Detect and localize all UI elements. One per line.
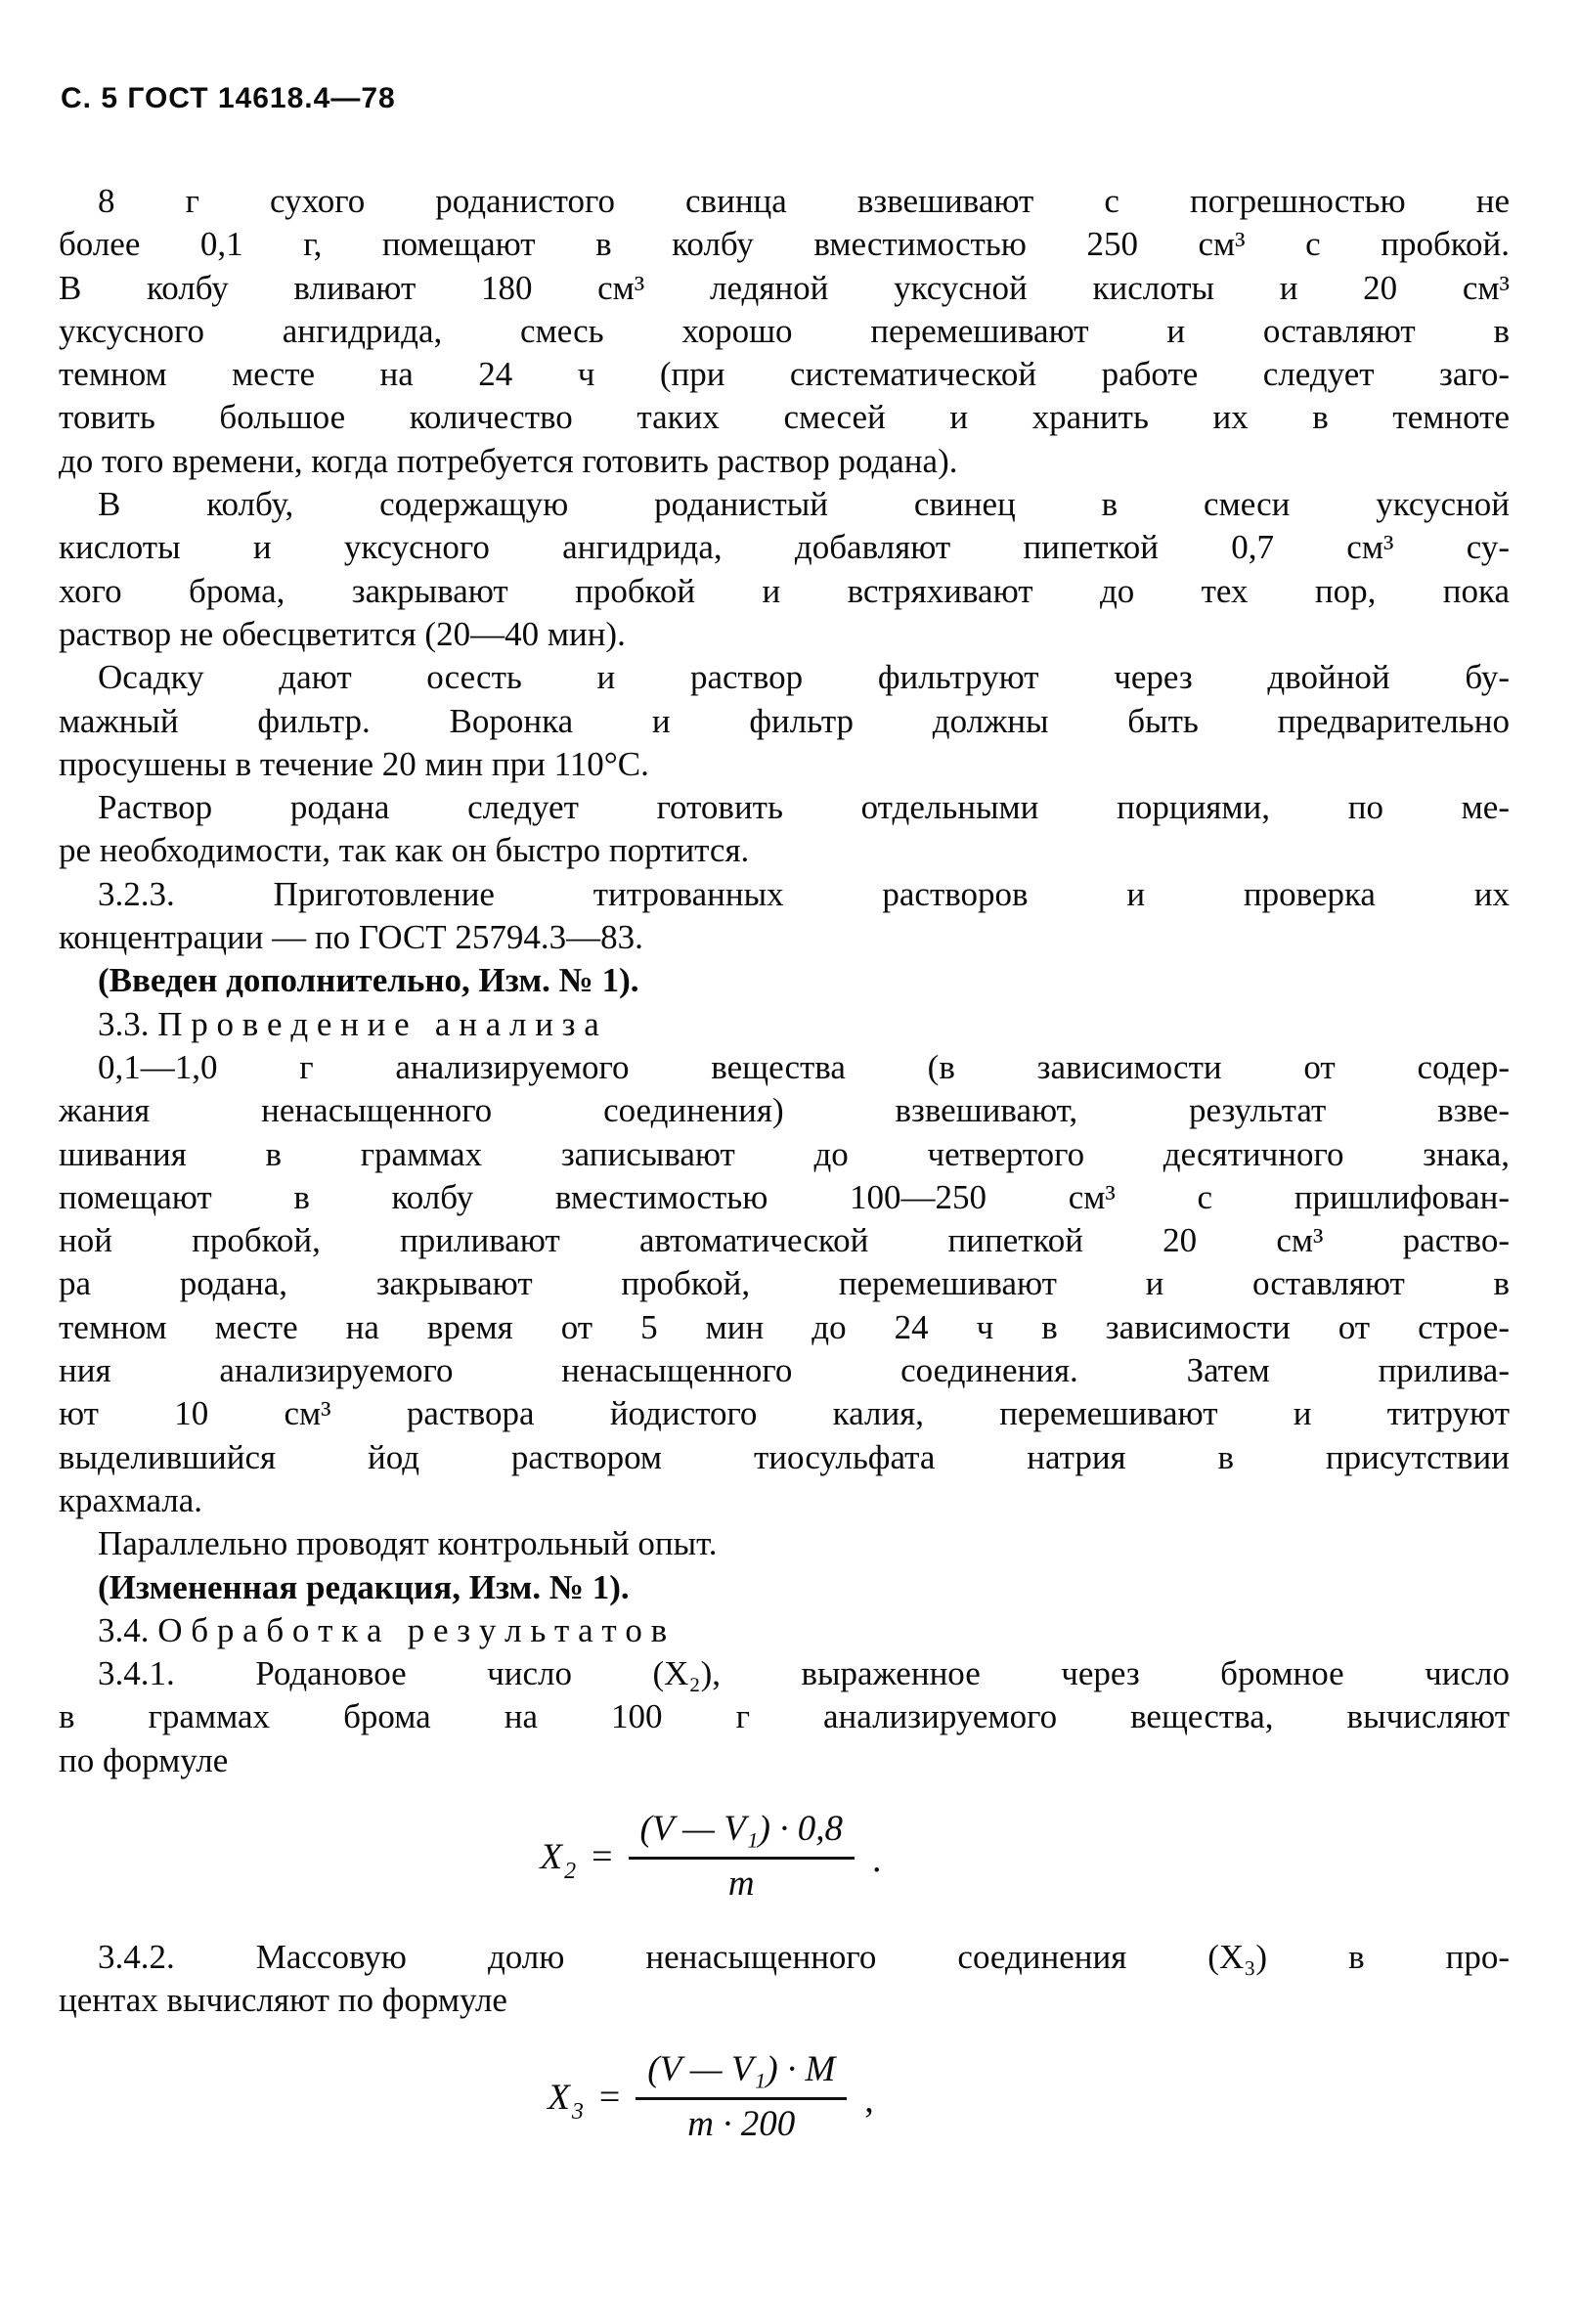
text-line: (Измененная редакция, Изм. № 1). [98, 1567, 630, 1606]
text-line: ния анализируемого ненасыщенного соединения. Затем прилива- [59, 1351, 1510, 1390]
formula-variable-subscript: 3 [571, 2098, 584, 2125]
fraction [629, 1808, 855, 1907]
fraction-numerator: (V — V₁) · 0,8 [629, 1808, 855, 1860]
text-line: Осадку дают осесть и раствор фильтруют через двойной бу- [98, 658, 1510, 697]
text-line: В колбу, содержащую роданистый свинец в смеси уксусной [98, 485, 1510, 524]
text-line: 3.4.1. Родановое число (X₂), выраженное через бромное число [98, 1654, 1510, 1693]
formula-variable-letter: X [540, 1836, 563, 1877]
text-line: темном месте на 24 ч (при систематической работе следует заго- [59, 355, 1510, 394]
text-line: 3.4.2. Массовую долю ненасыщенного соединения (X₃) в про- [98, 1937, 1510, 1976]
formula-x2 [0, 1808, 1436, 1907]
equals-sign: = [598, 2077, 621, 2119]
equals-sign: = [592, 1836, 613, 1878]
text-line: 3.2.3. Приготовление титрованных растворов и проверка их [98, 874, 1510, 913]
text-line: 8 г сухого роданистого свинца взвешивают с погрешностью не [98, 182, 1510, 220]
fraction [636, 2048, 847, 2147]
formula-punctuation: , [864, 2079, 874, 2121]
text-line: раствор не обесцветится (20—40 мин). [59, 614, 626, 653]
text-line: Раствор родана следует готовить отдельными порциями, по ме- [98, 788, 1510, 827]
formula-variable [548, 2077, 584, 2125]
text-line: товить большое количество таких смесей и хранить их в темноте [59, 398, 1510, 437]
text-line: жания ненасыщенного соединения) взвешивают, результат взве- [59, 1091, 1510, 1130]
text-line: 3.4. О б р а б о т к а р е з у л ь т а т о в [98, 1610, 668, 1649]
document-body [59, 180, 1510, 2176]
text-line: помещают в колбу вместимостью 100—250 см³ с пришлифован- [59, 1177, 1510, 1216]
text-line: мажный фильтр. Воронка и фильтр должны быть предварительно [59, 701, 1510, 740]
formula-variable-letter: X [548, 2077, 570, 2118]
text-line: В колбу вливают 180 см³ ледяной уксусной кислоты и 20 см³ [59, 268, 1510, 307]
text-line: просушены в течение 20 мин при 110°С. [59, 744, 649, 783]
text-line: до того времени, когда потребуется готовить раствор родана). [59, 441, 958, 480]
text-line: выделившийся йод раствором тиосульфата натрия в присутствии [59, 1437, 1510, 1476]
text-line: ной пробкой, приливают автоматической пипеткой 20 см³ раство- [59, 1221, 1510, 1260]
text-line: кислоты и уксусного ангидрида, добавляют пипеткой 0,7 см³ су- [59, 528, 1510, 567]
text-line: ра родана, закрывают пробкой, перемешивают и оставляют в [59, 1264, 1510, 1303]
text-line: в граммах брома на 100 г анализируемого вещества, вычисляют [59, 1697, 1510, 1736]
text-line: ют 10 см³ раствора йодистого калия, перемешивают и титруют [59, 1394, 1510, 1433]
text-line: центах вычисляют по формуле [59, 1981, 507, 2020]
text-line: темном месте на время от 5 мин до 24 ч в зависимости от строе- [59, 1307, 1510, 1346]
text-line: 0,1—1,0 г анализируемого вещества (в зависимости от содер- [98, 1047, 1510, 1086]
text-line: уксусного ангидрида, смесь хорошо перемешивают и оставляют в [59, 311, 1510, 350]
formula-variable-subscript: 2 [564, 1858, 577, 1884]
page-header: С. 5 ГОСТ 14618.4—78 [61, 82, 396, 114]
text-line: (Введен дополнительно, Изм. № 1). [98, 961, 639, 1000]
text-line: Параллельно проводят контрольный опыт. [98, 1524, 718, 1563]
formula-variable [540, 1836, 577, 1884]
text-line: крахмала. [59, 1480, 203, 1519]
fraction-denominator: m [727, 1863, 755, 1904]
text-line: по формуле [59, 1740, 229, 1779]
text-line: более 0,1 г, помещают в колбу вместимостью 250 см³ с пробкой. [59, 225, 1510, 264]
text-line: хого брома, закрывают пробкой и встряхивают до тех пор, пока [59, 571, 1510, 610]
fraction-denominator: m · 200 [687, 2103, 796, 2144]
fraction-numerator: (V — V₁) · M [636, 2048, 847, 2100]
text-line: шивания в граммах записывают до четвертого десятичного знака, [59, 1134, 1510, 1173]
formula-x3 [0, 2048, 1436, 2147]
formula-punctuation: . [872, 1838, 882, 1880]
text-line: концентрации — по ГОСТ 25794.3—83. [59, 918, 643, 957]
text-line: ре необходимости, так как он быстро портится. [59, 831, 750, 870]
text-line: 3.3. П р о в е д е н и е а н а л и з а [98, 1004, 599, 1043]
